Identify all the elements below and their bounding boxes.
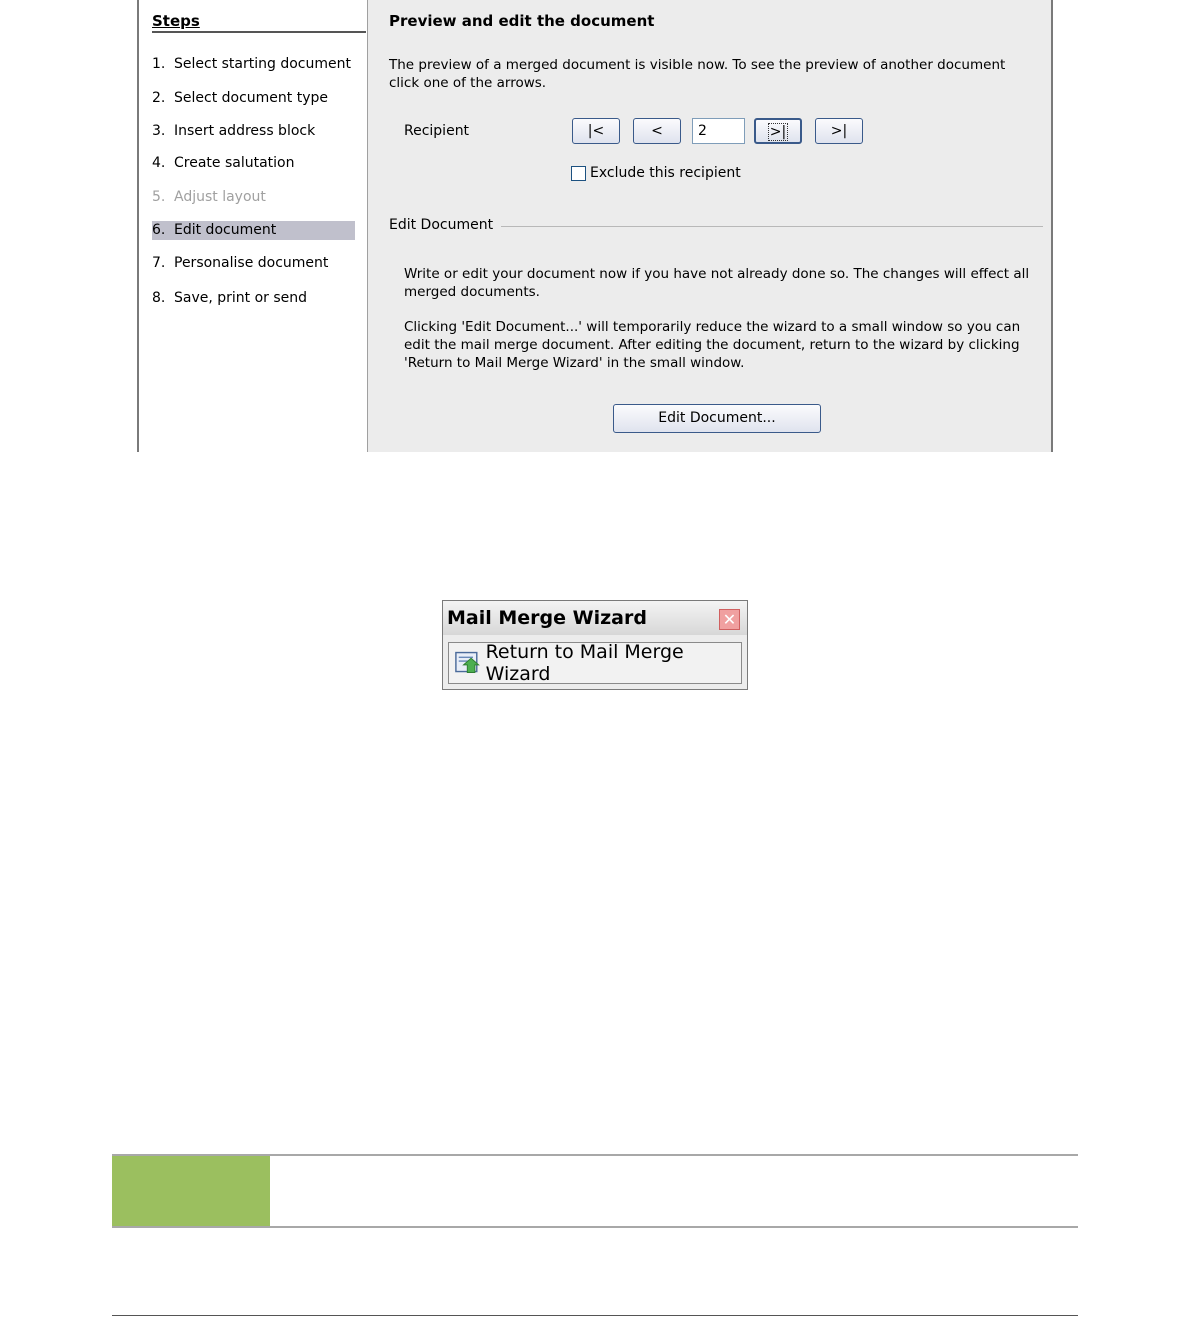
recipient-number-input[interactable]: 2 <box>692 118 745 144</box>
content-title: Preview and edit the document <box>389 12 655 30</box>
edit-document-button[interactable]: Edit Document... <box>613 404 821 433</box>
mini-wizard-window <box>442 600 748 690</box>
step-select-starting-document[interactable]: 1. Select starting document <box>152 56 351 72</box>
wizard-content <box>368 0 1051 452</box>
return-to-wizard-label: Return to Mail Merge Wizard <box>485 641 684 685</box>
note-label-block <box>112 1156 270 1226</box>
last-recipient-button[interactable]: >| <box>815 118 863 144</box>
mini-window-title: Mail Merge Wizard <box>447 607 647 629</box>
exclude-label: Exclude this recipient <box>590 165 741 181</box>
step-save-print-send[interactable]: 8. Save, print or send <box>152 290 308 306</box>
return-to-wizard-button[interactable] <box>448 642 742 684</box>
next-recipient-button[interactable]: >| <box>754 118 802 144</box>
step-insert-address-block[interactable]: 3. Insert address block <box>152 123 316 139</box>
steps-pane <box>139 0 368 452</box>
step-edit-document[interactable]: 6. Edit document <box>152 221 355 240</box>
step-create-salutation[interactable]: 4. Create salutation <box>152 155 295 171</box>
step-adjust-layout: 5. Adjust layout <box>152 189 266 205</box>
intro-text: The preview of a merged document is visible now. To see the preview of another document click one of the arrows. <box>389 57 1006 91</box>
edit-instructions-2: Clicking 'Edit Document...' will temporarily reduce the wizard to a small window so you can edit the mail merge document. After editing the document, return to the wizard by clicking 'Return to Mail Merge Wizard' in the small window. <box>404 319 1021 371</box>
recipient-label: Recipient <box>404 123 470 139</box>
exclude-recipient-checkbox[interactable] <box>571 165 741 181</box>
steps-title: Steps <box>152 12 366 33</box>
page-footer-rule <box>112 1315 1078 1316</box>
edit-instructions-1: Write or edit your document now if you have not already done so. The changes will effect all merged documents. <box>404 266 1030 300</box>
mini-window-titlebar[interactable] <box>443 601 747 635</box>
close-icon[interactable]: ✕ <box>719 609 740 630</box>
return-to-wizard-icon <box>454 649 481 677</box>
step-select-document-type[interactable]: 2. Select document type <box>152 90 328 106</box>
mail-merge-wizard-dialog <box>137 0 1053 452</box>
edit-document-section-label: Edit Document <box>389 217 501 233</box>
step-personalise-document[interactable]: 7. Personalise document <box>152 255 329 271</box>
first-recipient-button[interactable]: |< <box>572 118 620 144</box>
previous-recipient-button[interactable]: < <box>633 118 681 144</box>
note-bottom-rule <box>112 1226 1078 1228</box>
checkbox-box[interactable] <box>571 166 586 181</box>
